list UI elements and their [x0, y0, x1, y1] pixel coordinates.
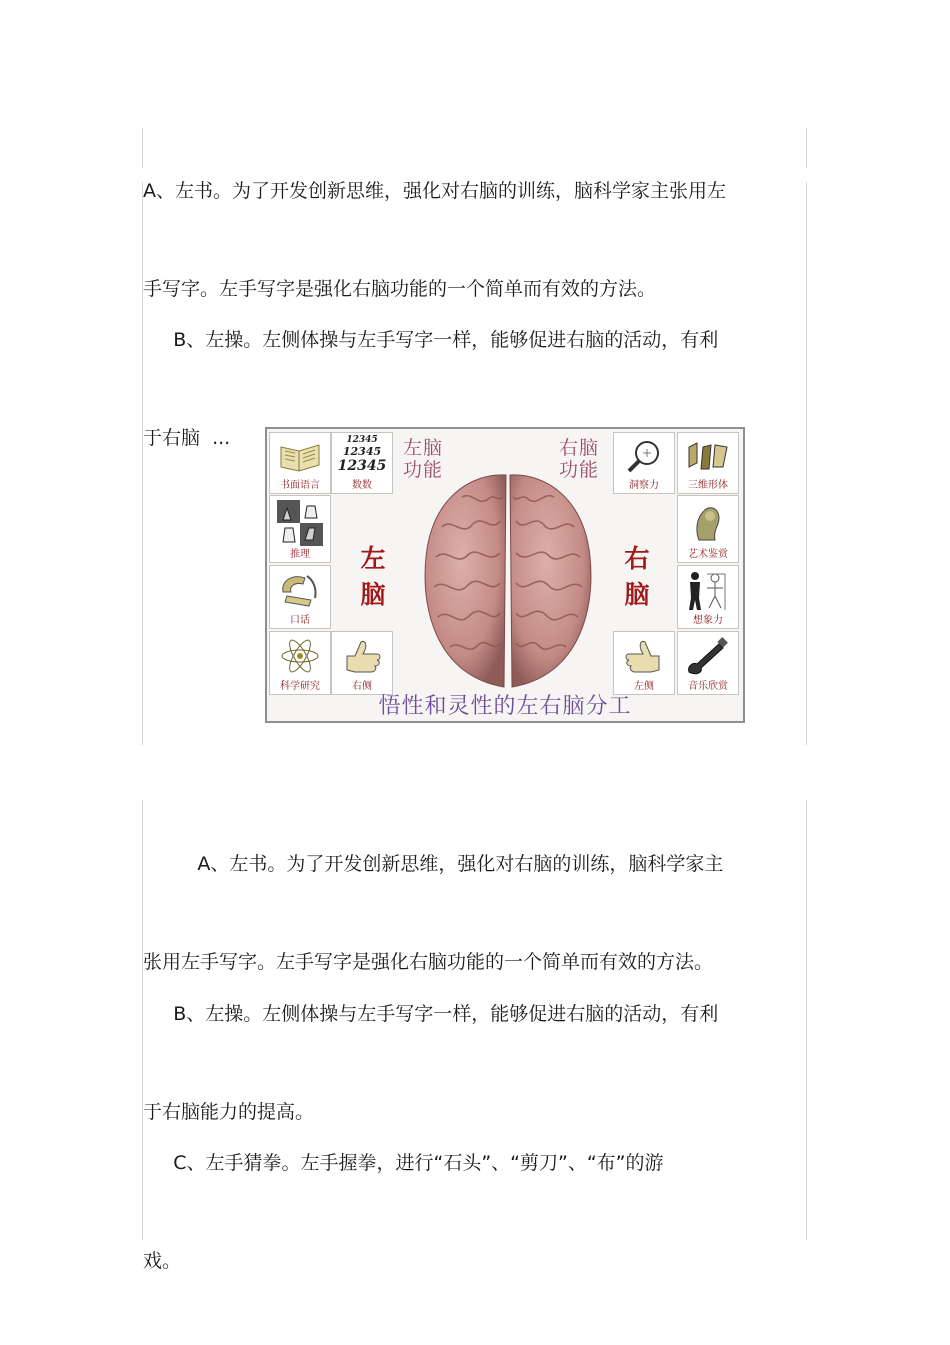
text-line: A、左书。为了开发创新思维，强化对右脑的训练，脑科学家主	[143, 853, 724, 875]
sculpture-icon	[685, 500, 731, 544]
cell-music: 音乐欣赏	[677, 631, 739, 695]
page-edge-right-3	[806, 410, 807, 745]
page-edge-right-4	[806, 800, 807, 1240]
telephone-icon	[277, 570, 323, 610]
figures-icon	[685, 570, 731, 612]
book-icon	[277, 437, 323, 475]
right-function-label: 右脑 功能	[559, 437, 600, 481]
text-line: 于右脑 ...	[143, 427, 231, 449]
left-function-label: 左脑 功能	[403, 437, 444, 481]
text-line: 张用左手写字。左手写字是强化右脑功能的一个简单而有效的方法。	[143, 951, 714, 973]
right-brain-char-2: 脑	[624, 580, 650, 609]
cell-science: 科学研究	[269, 631, 331, 695]
brain-illustration	[412, 467, 602, 697]
text-line: 手写字。左手写字是强化右脑功能的一个简单而有效的方法。	[143, 278, 657, 300]
paragraph-rock-paper-scissors	[143, 1090, 783, 1286]
text-line: B、左操。左侧体操与左手写字一样，能够促进右脑的活动，有利	[143, 329, 719, 351]
left-brain-char-1: 左	[360, 544, 386, 573]
magnifier-icon	[621, 437, 667, 475]
text-line: B、左操。左侧体操与左手写字一样，能够促进右脑的活动，有利	[143, 1003, 719, 1025]
cell-written-language: 书面语言	[269, 432, 331, 494]
text-line: A、左书。为了开发创新思维，强化对右脑的训练，脑科学家主张用左	[143, 180, 726, 202]
guitar-icon	[685, 636, 731, 676]
text-line: 戏。	[143, 1250, 182, 1272]
numbers-graphic: 12345 12345 12345	[337, 435, 387, 474]
text-line: C、左手猜拳。左手握拳，进行“石头”、“剪刀”、“布”的游	[143, 1152, 664, 1174]
cell-right-hand: 右侧	[331, 631, 393, 695]
cell-counting: 12345 12345 12345 数数	[331, 432, 393, 494]
brain-division-figure	[265, 427, 745, 723]
left-brain-char-2: 脑	[360, 580, 386, 609]
cell-insight: 洞察力	[613, 432, 675, 494]
right-brain-char-1: 右	[624, 544, 650, 573]
atom-icon	[277, 636, 323, 676]
chess-icon	[277, 500, 323, 546]
cell-art-appreciation: 艺术鉴赏	[677, 495, 739, 563]
figure-title: 悟性和灵性的左右脑分工	[378, 694, 632, 719]
thumbs-up-icon	[339, 636, 385, 676]
page-edge-right-2	[806, 182, 807, 422]
cell-speech: 口话	[269, 565, 331, 629]
hand-icon	[621, 636, 667, 676]
cell-left-hand: 左侧	[613, 631, 675, 695]
page-edge-right	[806, 128, 807, 168]
cell-3d-shapes: 三维形体	[677, 432, 739, 494]
text-line: 于右脑能力的提高。	[143, 1101, 315, 1123]
cell-reasoning: 推理	[269, 495, 331, 563]
cell-imagination: 想象力	[677, 565, 739, 629]
shapes-icon	[685, 437, 731, 475]
